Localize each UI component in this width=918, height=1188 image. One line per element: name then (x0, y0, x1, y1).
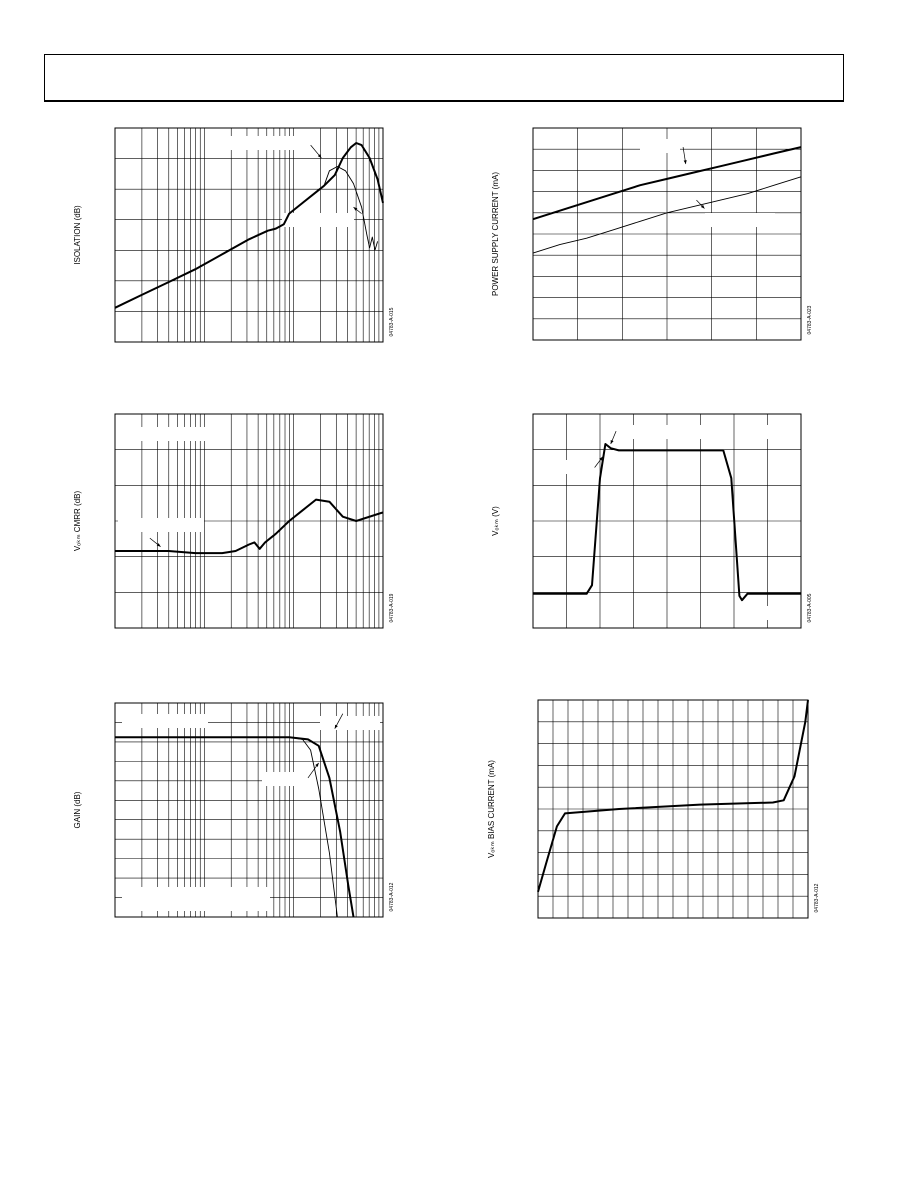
chart-gain (73, 703, 395, 917)
chart-grid (538, 700, 808, 918)
figure-id: 04783-A-015 (389, 307, 395, 337)
label-mask (545, 460, 599, 474)
label-mask (745, 606, 769, 620)
y-axis-label: GAIN (dB) (73, 791, 82, 829)
label-mask (140, 427, 208, 441)
y-axis-label: ISOLATION (dB) (73, 205, 82, 265)
y-axis-label: Vₒₖₘ CMRR (dB) (73, 490, 82, 552)
label-mask (118, 518, 204, 532)
y-axis-label: Vₒₖₘ BIAS CURRENT (mA) (487, 760, 496, 858)
chart-vocm_step (491, 414, 813, 628)
label-mask (122, 887, 270, 911)
plot-frame (115, 703, 383, 917)
label-mask (618, 425, 718, 439)
series-line-1 (115, 167, 378, 308)
label-mask (705, 213, 775, 227)
chart-isolation (73, 128, 395, 342)
chart-grid (533, 414, 801, 628)
label-mask (122, 714, 208, 728)
y-axis-label: POWER SUPPLY CURRENT (mA) (491, 171, 500, 297)
chart-grid (533, 128, 801, 340)
label-mask (282, 213, 354, 227)
chart-vocm_bias_current (487, 700, 820, 918)
chart-power_supply_current (491, 128, 813, 340)
label-mask (738, 425, 778, 439)
label-mask (215, 136, 307, 150)
figure-id: 04783-A-023 (807, 305, 813, 335)
figure-id: 04783-A-019 (389, 593, 395, 623)
chart-vocm_cmrr (73, 414, 395, 628)
y-axis-label: Vₒₖₘ (V) (491, 506, 500, 536)
figure-id: 04783-A-012 (389, 882, 395, 912)
chart-grid (115, 703, 383, 917)
label-mask (640, 139, 680, 153)
label-mask (320, 716, 380, 730)
label-mask (262, 772, 320, 786)
callout-arrowhead (684, 160, 687, 164)
figure-id: 04783-A-005 (807, 593, 813, 623)
callout-arrowhead (315, 763, 318, 767)
figure-id: 04783-A-012 (814, 883, 820, 913)
